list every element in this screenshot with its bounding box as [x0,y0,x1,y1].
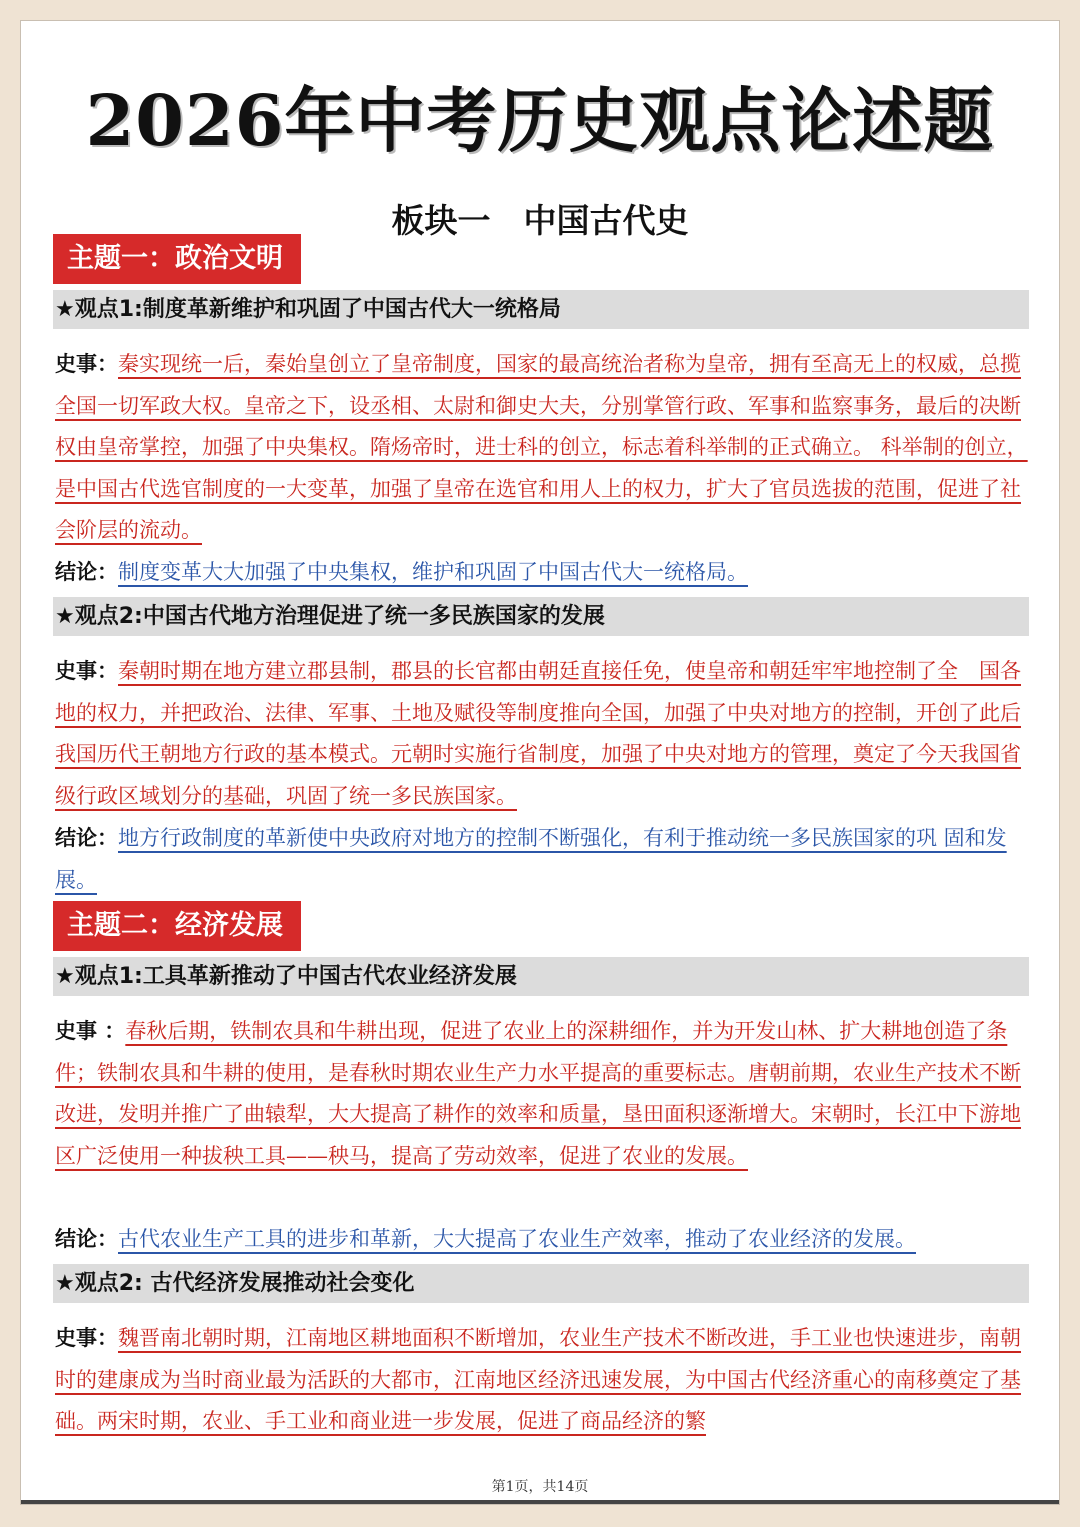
viewpoint-heading-1-2: ★观点2:中国古代地方治理促进了统一多民族国家的发展 [53,597,1029,636]
viewpoint-heading-1-1: ★观点1:制度革新维护和巩固了中国古代大一统格局 [53,290,1029,329]
conclusion-paragraph-2-1 [55,1218,1029,1261]
conclusion-label: 结论： [55,1226,118,1251]
facts-label: 史事： [55,351,118,376]
conclusion-paragraph-1-1 [55,551,1029,594]
facts-text: 秦朝时期在地方建立郡县制，郡县的长官都由朝廷直接任免，使皇帝和朝廷牢牢地控制了全 国各地的权力，并把政治、法律、军事、土地及赋役等制度推向全国，加强了中央对地方的控制，开创了此后我国历代王朝地方行政的基本模式。元朝时实施行省制度，加强了中央对地方的管理，奠定了今天我国省级行政区域划分的基础，巩固了统一多民族国家。 [55,659,1021,808]
topic-banner-economic: 主题二：经济发展 [53,901,301,951]
facts-paragraph-1-2 [55,650,1029,817]
facts-text: 春秋后期，铁制农具和牛耕出现，促进了农业上的深耕细作，并为开发山林、扩大耕地创造了条件；铁制农具和牛耕的使用，是春秋时期农业生产力水平提高的重要标志。唐朝前期，农业生产技术不断改进，发明并推广了曲辕犁，大大提高了耕作的效率和质量，垦田面积逐渐增大。宋朝时，长江中下游地区广泛使用一种拔秧工具——秧马，提高了劳动效率，促进了农业的发展。 [55,1019,1021,1168]
conclusion-text: 古代农业生产工具的进步和革新，大大提高了农业生产效率，推动了农业经济的发展。 [118,1227,916,1251]
section-heading: 板块一 中国古代史 [391,201,689,240]
document-page [20,20,1060,1505]
conclusion-text: 地方行政制度的革新使中央政府对地方的控制不断强化，有利于推动统一多民族国家的巩 固和发展。 [55,826,1007,892]
viewpoint-heading-2-1: ★观点1:工具革新推动了中国古代农业经济发展 [53,957,1029,996]
page-bottom-border [21,1500,1059,1504]
facts-paragraph-2-2 [55,1317,1029,1443]
conclusion-text: 制度变革大大加强了中央集权，维护和巩固了中国古代大一统格局。 [118,560,748,584]
viewpoint-heading-2-2: ★观点2: 古代经济发展推动社会变化 [53,1264,1029,1303]
topic-banner-political: 主题一：政治文明 [53,234,301,284]
facts-text: 魏晋南北朝时期，江南地区耕地面积不断增加，农业生产技术不断改进，手工业也快速进步，南朝时的建康成为当时商业最为活跃的大都市，江南地区经济迅速发展，为中国古代经济重心的南移奠定了基础。两宋时期，农业、手工业和商业进一步发展，促进了商品经济的繁 [55,1326,1021,1433]
facts-paragraph-2-1 [55,1010,1029,1177]
facts-paragraph-1-1 [55,343,1029,552]
page-title: 2026年中考历史观点论述题 [85,79,995,162]
facts-label: 史事： [55,1325,118,1350]
facts-text: 秦实现统一后，秦始皇创立了皇帝制度，国家的最高统治者称为皇帝，拥有至高无上的权威，总揽全国一切军政大权。皇帝之下，设丞相、太尉和御史大夫，分别掌管行政、军事和监察事务，最后的决断权由皇帝掌控，加强了中央集权。隋炀帝时，进士科的创立，标志着科举制的正式确立。 科举制的创立，是中国古代选官制度的一大变革，加强了皇帝在选官和用人上的权力，扩大了官员选拔的范围，促进了社会阶层的流动。 [55,352,1028,542]
conclusion-paragraph-1-2 [55,817,1029,901]
facts-label: 史事 ： [55,1018,126,1043]
page-number-footer: 第1页，共14页 [491,1479,589,1495]
conclusion-label: 结论： [55,559,118,584]
conclusion-label: 结论： [55,825,118,850]
facts-label: 史事： [55,658,118,683]
